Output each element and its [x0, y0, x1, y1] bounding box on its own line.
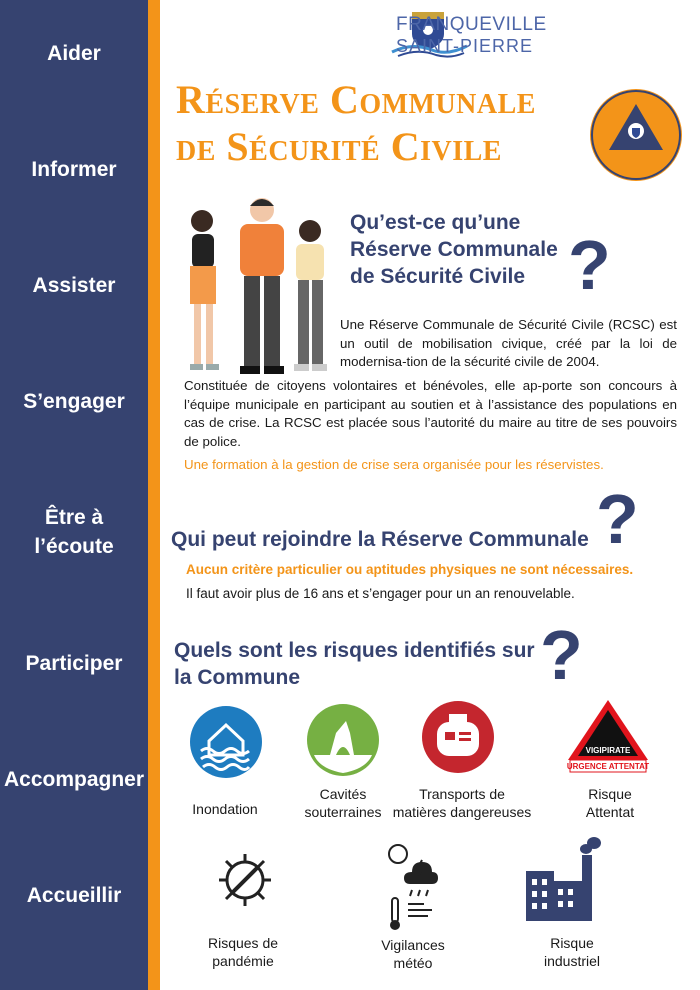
section1-heading — [350, 209, 558, 290]
risk-label-meteo-line1: Vigilances — [381, 937, 445, 953]
section1-heading-line2: Réserve Communale — [350, 238, 558, 261]
sidebar-item-sengager: S’engager — [23, 390, 125, 413]
risk-label-industriel-line1: Risque — [550, 935, 594, 951]
sidebar-item-lecoute: l’écoute — [34, 535, 114, 558]
logo-line2: SAINT-PIERRE — [396, 36, 534, 56]
section1-paragraph2-text: Constituée de citoyens volontaires et bénévoles, elle ap-porte son concours à l’équipe municipale en participant au soutien et à l’assistance des populations en cas de crise. La RCSC est placée sous l’autorité du maire au titre de ses pouvoirs de police. — [184, 378, 677, 449]
section1-paragraph2 — [184, 377, 677, 451]
vigipirate-label: VIGIPIRATE — [585, 746, 631, 755]
weather-icon — [378, 840, 440, 932]
risk-label-cavites-line2: souterraines — [304, 804, 382, 820]
sidebar-item-aider: Aider — [47, 42, 101, 65]
risk-label-cavites — [298, 785, 388, 821]
title-line2: de Sécurité Civile — [176, 124, 502, 169]
volunteers-illustration-icon — [170, 196, 340, 381]
section3-heading-line1: Quels sont les risques identifiés sur — [174, 639, 535, 662]
risk-label-transports-line2: matières dangereuses — [392, 804, 532, 820]
sidebar — [0, 0, 148, 990]
vigipirate-icon — [566, 698, 650, 774]
sidebar-item-accueillir: Accueillir — [26, 884, 122, 907]
section2-heading: Qui peut rejoindre la Réserve Communale — [171, 528, 589, 551]
urgence-attentat-label: URGENCE ATTENTAT — [566, 762, 650, 771]
page-title — [176, 76, 536, 170]
risk-label-attentat-line2: Attentat — [585, 804, 635, 820]
hazardous-transport-icon — [421, 700, 495, 774]
title-line1: Réserve Communale — [176, 77, 536, 122]
sidebar-item-informer: Informer — [31, 158, 117, 181]
risk-label-attentat — [565, 785, 655, 821]
risk-label-industriel-line2: industriel — [543, 953, 601, 969]
risk-label-meteo — [368, 936, 458, 972]
virus-icon — [216, 851, 274, 909]
section1-paragraph1: Une Réserve Communale de Sécurité Civile (RCSC) est un outil de mobilisation civique, créé par la loi de modernisa-tion de la sécurité civile de 2004. — [340, 317, 677, 369]
sidebar-item-accompagner: Accompagner — [3, 768, 145, 791]
question-mark-icon: ? — [540, 616, 583, 694]
question-mark-icon: ? — [596, 480, 639, 558]
section2-line1: Aucun critère particulier ou aptitudes physiques ne sont nécessaires. — [186, 562, 634, 577]
factory-icon — [524, 835, 602, 923]
cavities-icon — [306, 703, 380, 777]
sidebar-item-assister: Assister — [32, 274, 116, 297]
section1-formation-note: Une formation à la gestion de crise sera organisée pour les réservistes. — [184, 457, 604, 472]
section1-heading-line1: Qu’est-ce qu’une — [350, 211, 521, 234]
risk-label-cavites-line1: Cavités — [319, 786, 367, 802]
orange-stripe — [148, 0, 160, 990]
section1-heading-line3: de Sécurité Civile — [350, 265, 526, 288]
question-mark-icon: ? — [568, 226, 611, 304]
risk-label-pandemie — [198, 934, 288, 970]
section3-heading — [174, 637, 535, 691]
risk-label-industriel — [527, 934, 617, 970]
risk-label-transports — [392, 785, 532, 821]
section2-line2: Il faut avoir plus de 16 ans et s’engager pour un an renouvelable. — [186, 586, 575, 601]
rcsc-badge-icon — [587, 86, 685, 184]
sidebar-item-etre-a: Être à — [44, 506, 104, 529]
risk-label-meteo-line2: météo — [393, 955, 433, 971]
flood-icon — [189, 705, 263, 779]
risk-label-pandemie-line1: Risques de — [207, 935, 279, 951]
logo-line1: FRANQUEVILLE — [396, 14, 547, 35]
sidebar-item-participer: Participer — [25, 652, 123, 675]
section3-heading-line2: la Commune — [174, 666, 301, 689]
risk-label-pandemie-line2: pandémie — [212, 953, 274, 969]
risk-label-transports-line1: Transports de — [419, 786, 505, 802]
risk-label-attentat-line1: Risque — [588, 786, 632, 802]
risk-label-inondation: Inondation — [192, 801, 258, 817]
